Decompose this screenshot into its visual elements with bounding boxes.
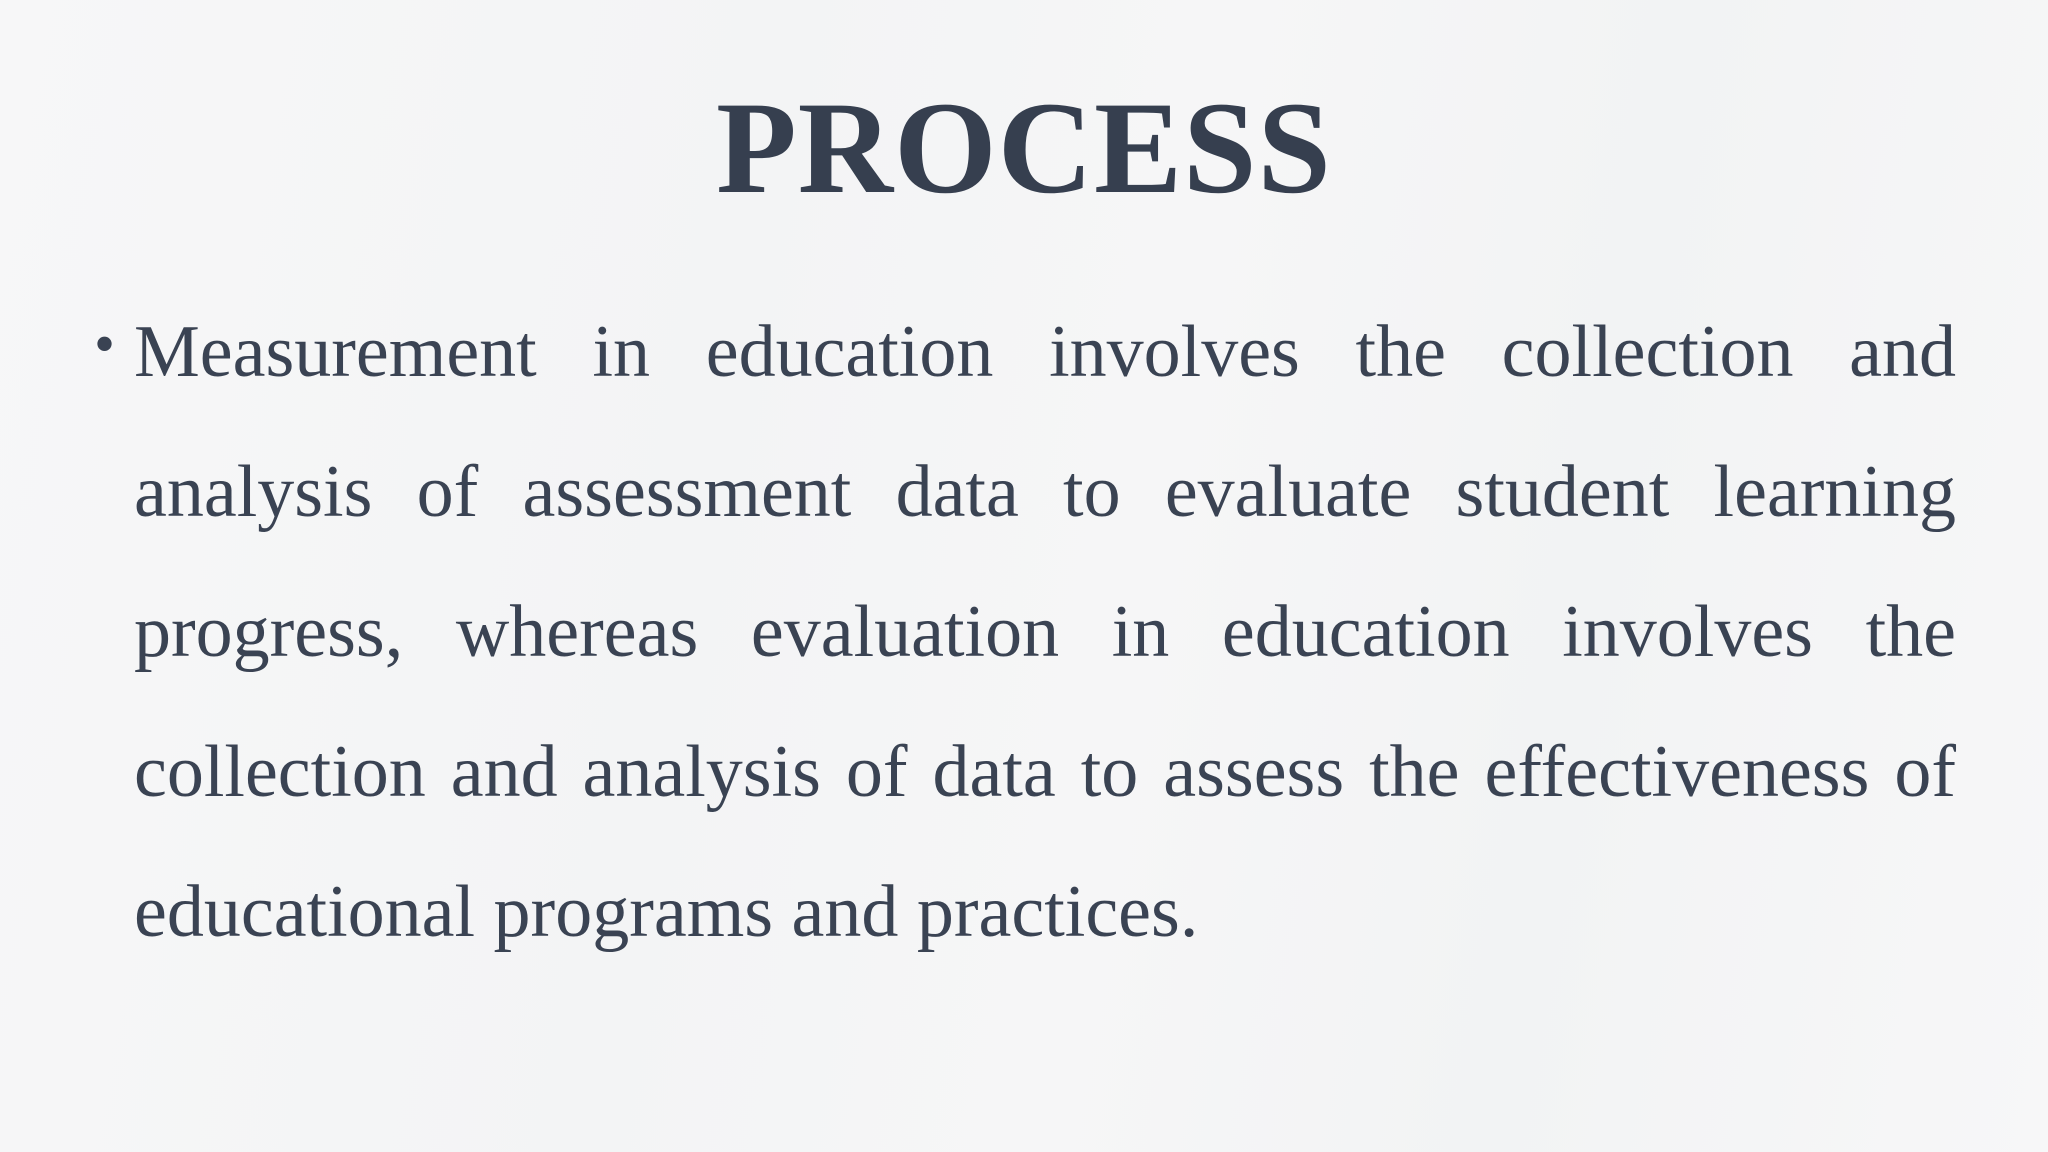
bullet-item xyxy=(94,282,1956,982)
slide-title: PROCESS xyxy=(716,74,1332,221)
bullet-marker: • xyxy=(94,311,116,377)
bullet-list xyxy=(94,282,1956,982)
bullet-text: Measurement in education involves the collection and analysis of assessment data to evaluate student learning progress, whereas evaluation in education involves the collection and analysis of data to assess the effectiveness of educational programs and practices. xyxy=(134,311,1956,953)
